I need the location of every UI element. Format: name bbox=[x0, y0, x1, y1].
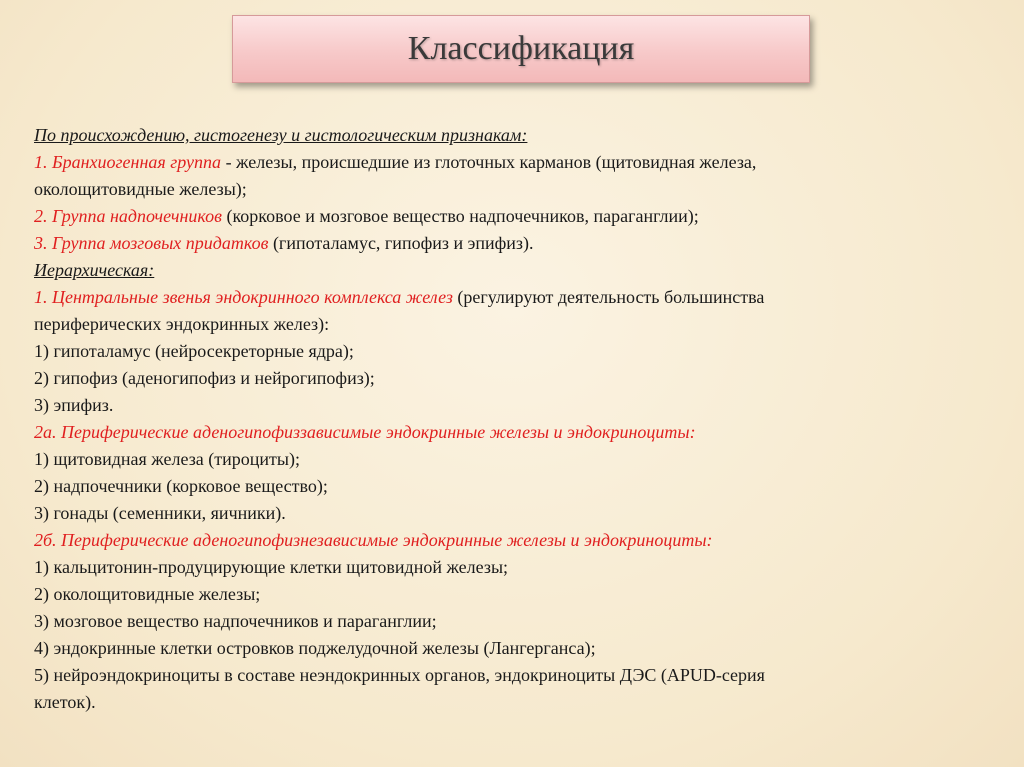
list-item: 3) эпифиз. bbox=[34, 395, 114, 415]
list-item: 2) гипофиз (аденогипофиз и нейрогипофиз); bbox=[34, 368, 375, 388]
section2-heading: Иерархическая: bbox=[34, 260, 155, 280]
group3-line bbox=[34, 230, 994, 257]
group2-label: 2. Группа надпочечников bbox=[34, 206, 222, 226]
title-box bbox=[232, 15, 810, 83]
group2-text: (корковое и мозговое вещество надпочечников, параганглии); bbox=[221, 206, 699, 226]
central-text: (регулируют деятельность большинства bbox=[452, 287, 765, 307]
list-item: 1) гипоталамус (нейросекреторные ядра); bbox=[34, 341, 354, 361]
peripheral-2a-label: 2а. Периферические аденогипофиззависимые эндокринные железы и эндокриноциты: bbox=[34, 422, 696, 442]
group1-label: 1. Бранхиогенная группа bbox=[34, 152, 222, 172]
peripheral-2b-label: 2б. Периферические аденогипофизнезависимые эндокринные железы и эндокриноциты: bbox=[34, 530, 713, 550]
list-item: 4) эндокринные клетки островков поджелудочной железы (Лангерганса); bbox=[34, 638, 596, 658]
central-line bbox=[34, 284, 994, 311]
list-item: клеток). bbox=[34, 692, 96, 712]
list-item: 3) мозговое вещество надпочечников и параганглии; bbox=[34, 611, 437, 631]
group1-text: - железы, происшедшие из глоточных карманов (щитовидная железа, bbox=[221, 152, 757, 172]
group1-line bbox=[34, 149, 994, 176]
group1-continuation: околощитовидные железы); bbox=[34, 179, 247, 199]
group3-text: (гипоталамус, гипофиз и эпифиз). bbox=[268, 233, 534, 253]
group2-line bbox=[34, 203, 994, 230]
list-item: 5) нейроэндокриноциты в составе неэндокринных органов, эндокриноциты ДЭС (APUD-серия bbox=[34, 665, 765, 685]
list-item: 3) гонады (семенники, яичники). bbox=[34, 503, 286, 523]
group3-label: 3. Группа мозговых придатков bbox=[34, 233, 269, 253]
list-item: 2) околощитовидные железы; bbox=[34, 584, 261, 604]
slide-title: Классификация bbox=[407, 30, 635, 67]
central-label: 1. Центральные звенья эндокринного комплекса желез bbox=[34, 287, 453, 307]
section1-heading: По происхождению, гистогенезу и гистологическим признакам: bbox=[34, 125, 528, 145]
list-item: 2) надпочечники (корковое вещество); bbox=[34, 476, 328, 496]
content-body bbox=[34, 122, 994, 716]
list-item: 1) кальцитонин-продуцирующие клетки щитовидной железы; bbox=[34, 557, 509, 577]
central-continuation: периферических эндокринных желез): bbox=[34, 314, 330, 334]
list-item: 1) щитовидная железа (тироциты); bbox=[34, 449, 301, 469]
